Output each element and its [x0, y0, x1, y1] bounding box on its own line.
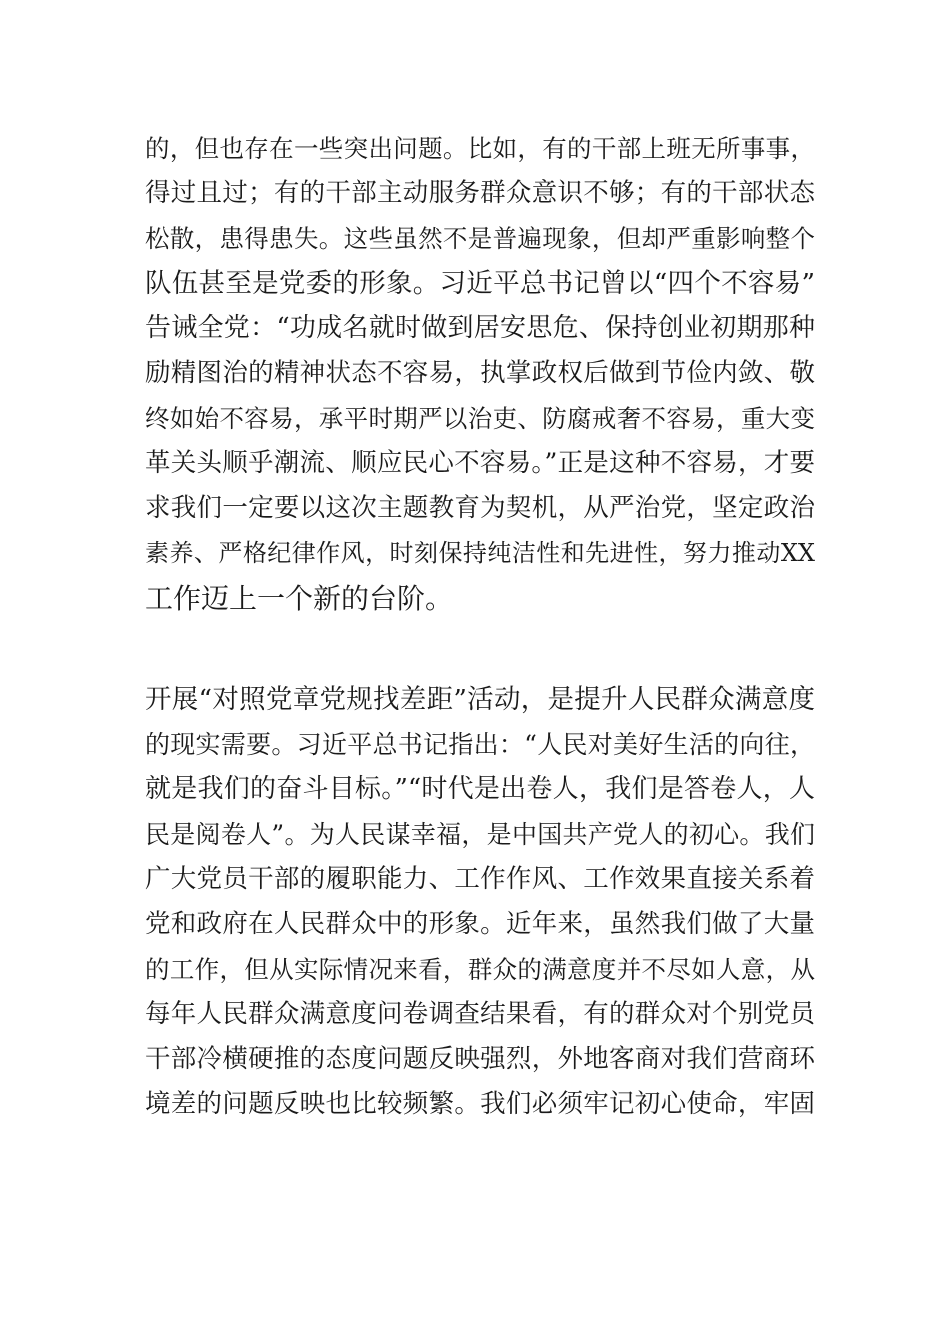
- text-line: 的工作，但从实际情况来看，群众的满意度并不尽如人意，从: [145, 955, 815, 984]
- text-line: 告诫全党：“功成名就时做到居安思危、保持创业初期那种: [145, 313, 815, 343]
- text-line: 素养、严格纪律作风，时刻保持纯洁性和先进性，努力推动XX: [145, 539, 815, 567]
- text-line: 就是我们的奋斗目标。”“时代是出卷人，我们是答卷人，人: [145, 774, 815, 804]
- text-line: 的现实需要。习近平总书记指出：“人民对美好生活的向往，: [145, 730, 815, 759]
- text-line: 开展“对照党章党规找差距”活动，是提升人民群众满意度: [145, 684, 815, 715]
- text-line: 党和政府在人民群众中的形象。近年来，虽然我们做了大量: [145, 909, 815, 939]
- text-line: 终如始不容易，承平时期严以治吏、防腐戒奢不容易，重大变: [145, 404, 815, 433]
- text-line: 得过且过；有的干部主动服务群众意识不够；有的干部状态: [145, 178, 815, 208]
- text-line: 民是阅卷人”。为人民谋幸福，是中国共产党人的初心。我们: [145, 820, 815, 849]
- paragraph-1: [145, 126, 815, 621]
- text-line: 求我们一定要以这次主题教育为契机，从严治党，坚定政治: [145, 493, 815, 523]
- text-line: 革关头顺乎潮流、顺应民心不容易。”正是这种不容易，才要: [145, 448, 815, 478]
- text-line: 队伍甚至是党委的形象。习近平总书记曾以“四个不容易”: [145, 268, 815, 299]
- text-line: 干部冷横硬推的态度问题反映强烈，外地客商对我们营商环: [145, 1044, 815, 1074]
- paragraph-2: [145, 677, 815, 1127]
- text-line: 广大党员干部的履职能力、工作作风、工作效果直接关系着: [145, 864, 815, 894]
- text-line: 每年人民群众满意度问卷调查结果看，有的群众对个别党员: [145, 999, 815, 1029]
- text-line: 境差的问题反映也比较频繁。我们必须牢记初心使命，牢固: [145, 1089, 815, 1119]
- text-line: 励精图治的精神状态不容易，执掌政权后做到节俭内敛、敬: [145, 358, 815, 388]
- text-line: 的，但也存在一些突出问题。比如，有的干部上班无所事事，: [145, 134, 815, 163]
- text-line: 工作迈上一个新的台阶。: [145, 582, 454, 615]
- text-line: 松散，患得患失。这些虽然不是普遍现象，但却严重影响整个: [145, 224, 815, 253]
